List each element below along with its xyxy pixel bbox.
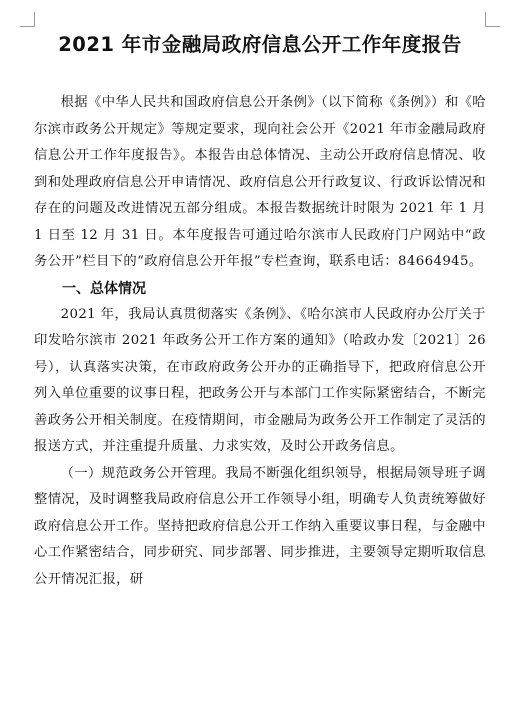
management-paragraph: （一）规范政务公开管理。我局不断强化组织领导，根据局领导班子调整情况，及时调整我局政府信息公开工作领导小组，明确专人负责统筹做好政府信息公开工作。坚持把政府信息公开工作纳入重要议事日程，与金融中心工作紧密结合，同步研究、同步部署、同步推进，主要领导定期听取信息公开情况汇报，研 xyxy=(34,465,486,587)
section-heading-overview: 一、总体情况 xyxy=(62,280,146,297)
page-corner-mark xyxy=(20,12,35,27)
report-title: 2021 年市金融局政府信息公开工作年度报告 xyxy=(58,33,462,56)
overview-paragraph: 2021 年，我局认真贯彻落实《条例》、《哈尔滨市人民政府办公厅关于印发哈尔滨市 2021 年政务公开工作方案的通知》（哈政办发〔2021〕26 号），认真落实决策，在市政府政务公开办的正确指导下，把政府信息公开列入单位重要的议事日程，把政务公开与本部门工作实际紧密结合，不断完善政务公开相关制度。在疫情期间，市金融局为政务公开工作制定了灵活的报送方式，并注重提升质量、力求实效，及时公开政务信息。 xyxy=(34,306,486,454)
page-corner-mark xyxy=(485,12,500,27)
intro-paragraph: 根据《中华人民共和国政府信息公开条例》（以下简称《条例》）和《哈尔滨市政务公开规定》等规定要求，现向社会公开《2021 年市金融局政府信息公开工作年度报告》。本报告由总体情况、主动公开政府信息情况、收到和处理政府信息公开申请情况、政府信息公开行政复议、行政诉讼情况和存在的问题及改进情况五部分组成。本报告数据统计时限为 2021 年 1 月 1 日至 12 月 31 日。本年度报告可通过哈尔滨市人民政府门户网站中“政务公开”栏目下的“政府信息公开年报”专栏查询，联系电话：84664945。 xyxy=(34,95,486,269)
